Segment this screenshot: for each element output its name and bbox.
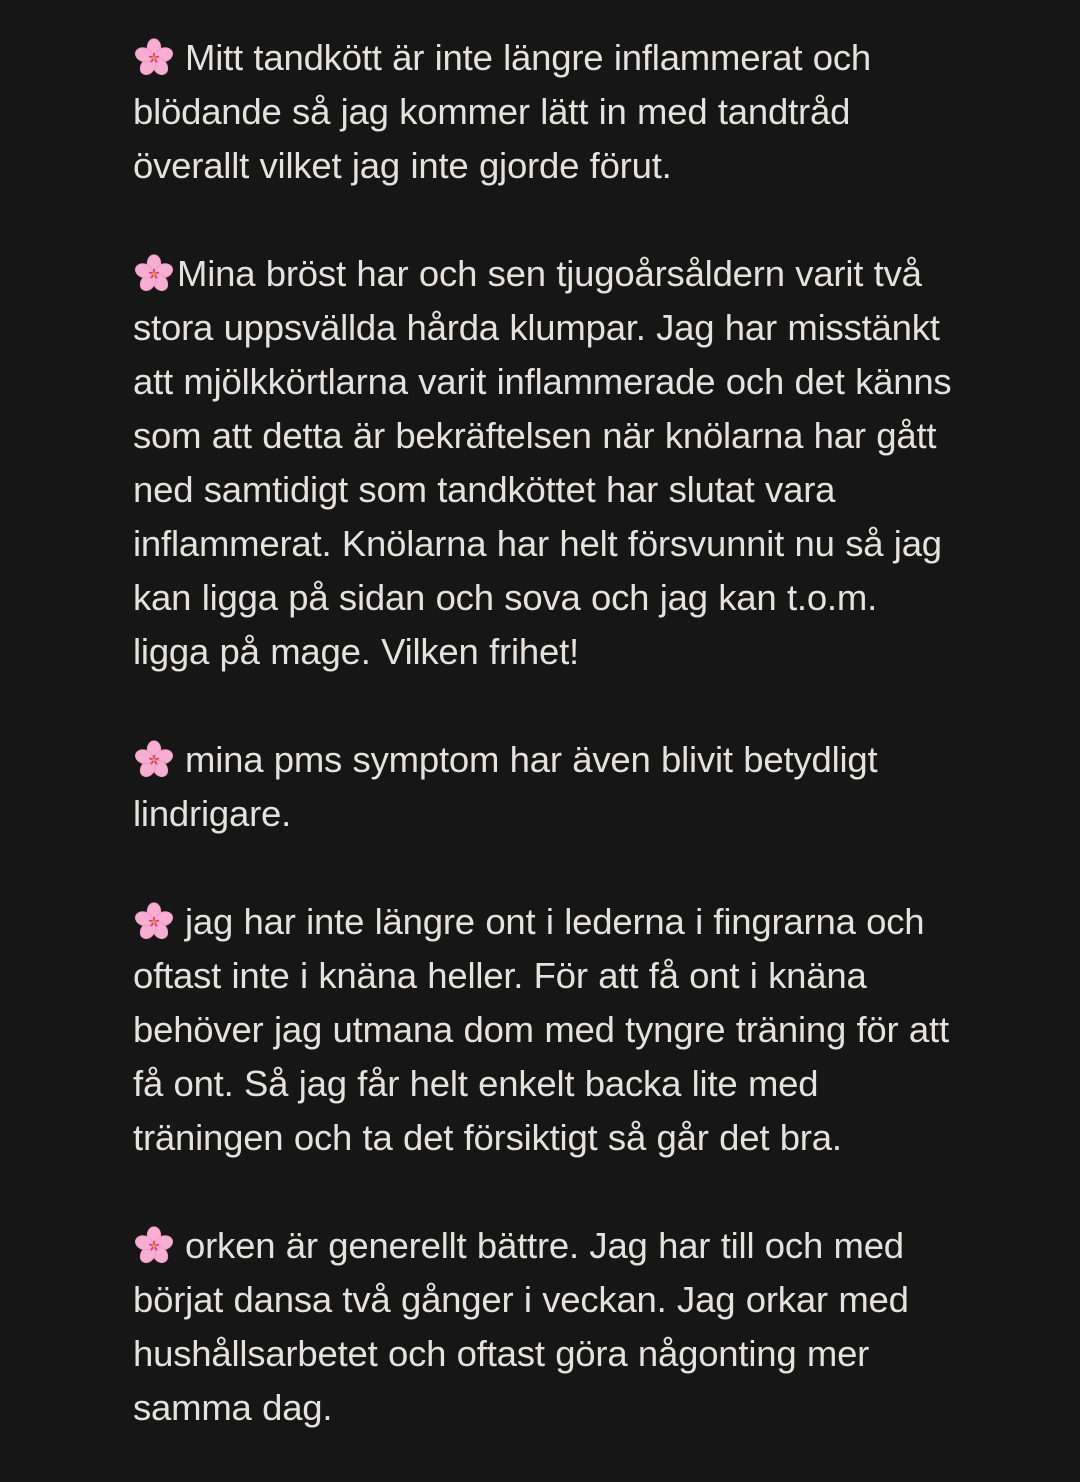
paragraph-joints xyxy=(133,895,955,1165)
paragraph-pms xyxy=(133,733,955,841)
paragraph-text: mina pms symptom har även blivit betydligt lindrigare. xyxy=(133,739,878,834)
paragraph-text: jag har inte längre ont i lederna i fingrarna och oftast inte i knäna heller. För att få ont i knäna behöver jag utmana dom med tyngre träning för att få ont. Så jag får helt enkelt backa lite med träningen och ta det försiktigt så går det bra. xyxy=(133,901,949,1158)
cherry-blossom-icon xyxy=(133,901,175,943)
paragraph-text: Mina bröst har och sen tjugoårsåldern varit två stora uppsvällda hårda klumpar. Jag har misstänkt att mjölkkörtlarna varit inflammerade och det känns som att detta är bekräftelsen när knölarna har gått ned samtidigt som tandköttet har slutat vara inflammerat. Knölarna har helt försvunnit nu så jag kan ligga på sidan och sova och jag kan t.o.m. ligga på mage. Vilken frihet! xyxy=(133,253,952,672)
paragraph-breasts xyxy=(133,247,955,679)
paragraph-text: Mitt tandkött är inte längre inflammerat och blödande så jag kommer lätt in med tandtråd överallt vilket jag inte gjorde förut. xyxy=(133,37,871,186)
cherry-blossom-icon xyxy=(133,253,175,295)
cherry-blossom-icon xyxy=(133,739,175,781)
paragraph-text: orken är generellt bättre. Jag har till och med börjat dansa två gånger i veckan. Jag orkar med hushållsarbetet och oftast göra någonting mer samma dag. xyxy=(133,1225,909,1428)
paragraph-energy xyxy=(133,1219,955,1435)
cherry-blossom-icon xyxy=(133,1225,175,1267)
paragraph-gums xyxy=(133,31,955,193)
cherry-blossom-icon xyxy=(133,37,175,79)
